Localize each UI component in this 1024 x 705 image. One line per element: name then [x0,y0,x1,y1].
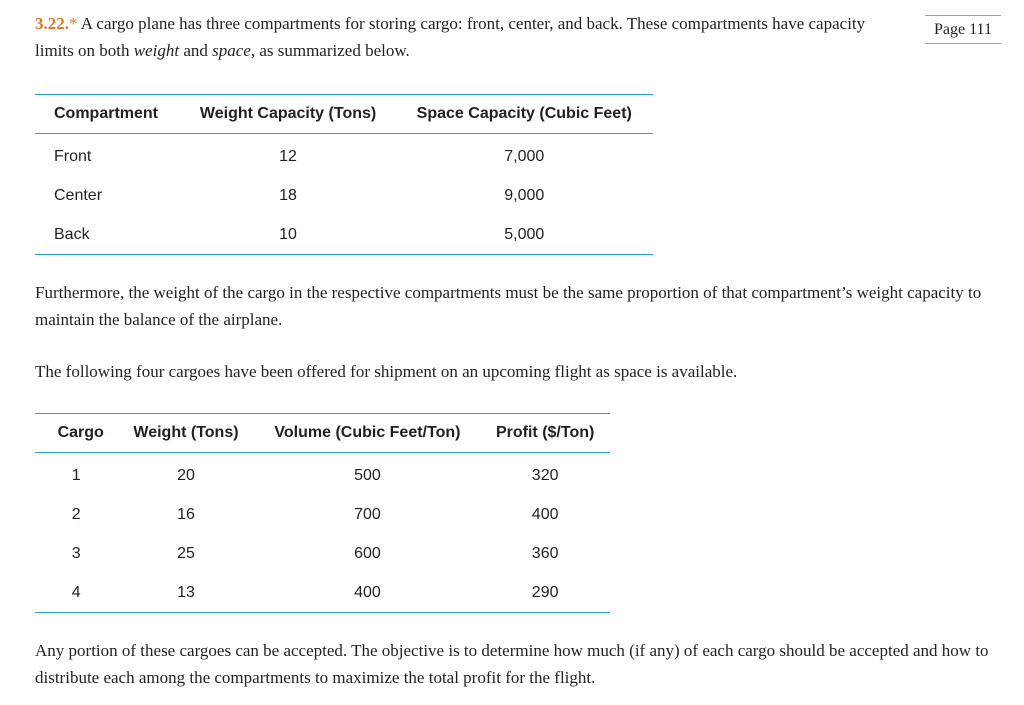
table-cell: 400 [531,505,559,523]
column-header: Weight Capacity (Tons) [181,95,396,134]
objective-paragraph: Any portion of these cargoes can be accepted. The objective is to determine how much (if any) of each cargo should be accepted and how to distribute each among the compartments to maximize the total profit for the flight. [35,641,989,687]
cargo-table [35,413,610,613]
column-header: Cargo [35,414,117,453]
table-cell: 13 [177,583,195,601]
table-cell: 10 [279,225,297,243]
intro-emphasis-weight: weight [133,40,180,60]
page-number-label: Page 111 [925,15,1001,44]
table-row [35,573,610,613]
intro-text-2: and [179,40,213,60]
table-row [35,534,610,573]
table-cell: 4 [71,583,81,601]
problem-number: 3.22. [35,14,69,33]
compartments-table [35,94,653,255]
problem-marker: * [69,14,78,33]
table-cell: 400 [354,583,381,601]
table-header-row [35,95,653,134]
table-cell: 20 [177,466,195,484]
table-cell: 12 [279,147,297,165]
table-cell: 2 [71,505,81,523]
column-header: Space Capacity (Cubic Feet) [396,95,653,134]
table-row [35,176,653,215]
table-cell: Back [54,225,90,243]
column-header: Weight (Tons) [117,414,254,453]
table-cell: 1 [71,466,81,484]
table-cell: Front [54,147,92,165]
table-cell: 16 [177,505,195,523]
table-cell: 18 [279,186,297,204]
table-row [35,134,653,177]
table-cell: 700 [354,505,381,523]
table-cell: Center [54,186,103,204]
column-header: Profit ($/Ton) [480,414,610,453]
table-header-row [35,414,610,453]
intro-text-3: , as summarized below. [250,40,410,60]
problem-statement [35,11,905,64]
table-cell: 3 [71,544,81,562]
offer-paragraph: The following four cargoes have been offered for shipment on an upcoming flight as space is available. [35,362,738,381]
table-cell: 600 [354,544,381,562]
table-row [35,453,610,496]
table-cell: 9,000 [504,186,545,204]
intro-text-1: A cargo plane has three compartments for storing cargo: front, center, and back. These compartments have capacity limits on both [35,14,866,60]
table-row [35,215,653,255]
table-cell: 25 [177,544,195,562]
column-header: Volume (Cubic Feet/Ton) [255,414,481,453]
table-cell: 500 [354,466,381,484]
table-cell: 320 [531,466,559,484]
balance-paragraph: Furthermore, the weight of the cargo in the respective compartments must be the same proportion of that compartment’s weight capacity to maintain the balance of the airplane. [35,283,982,329]
intro-emphasis-space: space [212,40,251,60]
table-cell: 7,000 [504,147,545,165]
table-cell: 5,000 [504,225,545,243]
column-header: Compartment [35,95,181,134]
table-cell: 290 [531,583,559,601]
table-cell: 360 [531,544,559,562]
table-row [35,495,610,534]
